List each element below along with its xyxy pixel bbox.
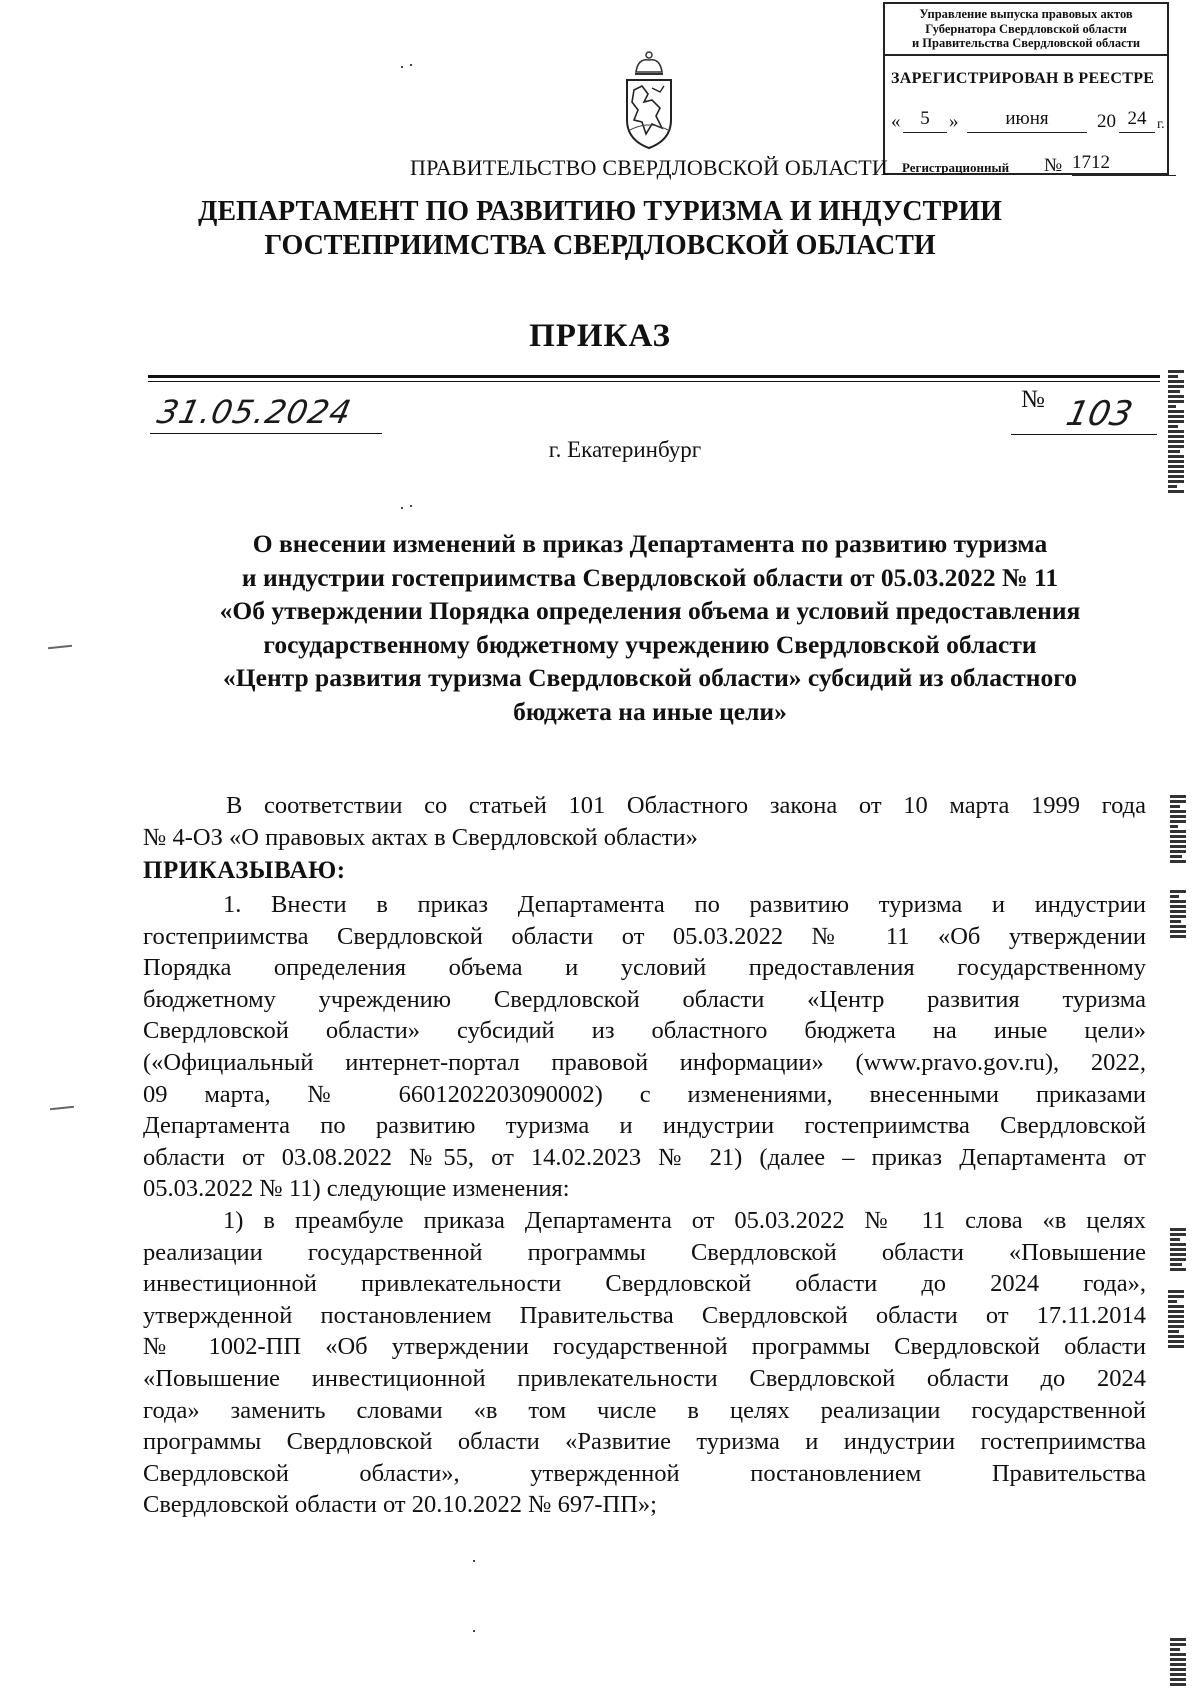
scan-edge-marks — [1170, 1228, 1186, 1273]
order-word: ПРИКАЗЫВАЮ: — [143, 857, 346, 884]
stamp-year-suffix: 24 — [1119, 108, 1155, 133]
stamp-header-line: Губернатора Свердловской области — [925, 21, 1127, 36]
item-line: 05.03.2022 № 11) следующие изменения: — [143, 1175, 570, 1203]
order-title — [150, 527, 1150, 728]
government-name: ПРАВИТЕЛЬСТВО СВЕРДЛОВСКОЙ ОБЛАСТИ — [410, 155, 888, 180]
subitem-line: инвестиционной привлекательности Свердловской области до 2024 года», — [143, 1270, 1146, 1298]
order-date — [150, 391, 382, 434]
subitem-line: Свердловской области», утвержденной постановлением Правительства — [143, 1459, 1146, 1487]
stamp-number: 1712 — [1072, 151, 1176, 176]
order-date-handwritten: 31.05.2024 — [153, 393, 356, 431]
scan-dot — [473, 1560, 475, 1562]
stamp-header-line: и Правительства Свердловской области — [911, 36, 1141, 50]
item-line: Департамента по развитию туризма и индустрии гостеприимства Свердловской — [143, 1112, 1146, 1140]
scan-edge-marks — [1170, 890, 1186, 940]
stamp-number-row — [902, 152, 1110, 176]
preamble-line: В соответствии со статьей 101 Областного закона от 10 марта 1999 года — [226, 792, 1146, 819]
subitem-line: № 1002-ПП «Об утверждении государственной программы Свердловской области — [143, 1333, 1146, 1361]
item-line: Порядка определения объема и условий предоставления государственному — [143, 954, 1146, 982]
item-1 — [143, 889, 1146, 1205]
scan-mark — [48, 645, 72, 649]
subitem-line: программы Свердловской области «Развитие туризма и индустрии гостеприимства — [143, 1428, 1146, 1456]
order-number-sign: № — [1021, 386, 1045, 413]
scan-dot — [473, 1630, 475, 1632]
stamp-registered-label: ЗАРЕГИСТРИРОВАН В РЕЕСТРЕ — [891, 70, 1155, 87]
subitem-line: «Повышение инвестиционной привлекательности Свердловской области до 2024 — [143, 1364, 1146, 1392]
scan-dot — [401, 66, 403, 68]
title-line: «Об утверждении Порядка определения объема и условий предоставления — [219, 596, 1081, 625]
stamp-day: 5 — [903, 108, 947, 133]
scan-dot — [410, 505, 412, 507]
stamp-number-label: Регистрационный — [902, 160, 1010, 175]
order-number-handwritten: 103 — [1062, 394, 1137, 434]
scan-mark — [50, 1106, 74, 1110]
subitem-line: 1) в преамбуле приказа Департамента от 05.03.2022 № 11 слова «в целях — [223, 1207, 1146, 1234]
preamble-line: № 4-ОЗ «О правовых актах в Свердловской области» — [143, 823, 698, 851]
scan-edge-marks — [1168, 1290, 1184, 1350]
title-line: «Центр развития туризма Свердловской области» субсидий из областного — [223, 663, 1077, 692]
stamp-close-quote: » — [949, 111, 959, 132]
stamp-month: июня — [967, 108, 1087, 133]
scan-edge-marks — [1168, 370, 1184, 495]
registration-stamp — [883, 2, 1169, 175]
subitem-line: утвержденной постановлением Правительства Свердловской области от 17.11.2014 — [143, 1301, 1146, 1329]
stamp-header — [885, 4, 1167, 56]
subitem-line: Свердловской области от 20.10.2022 № 697-ПП»; — [143, 1491, 657, 1519]
scan-edge-marks — [1170, 1638, 1186, 1688]
city: г. Екатеринбург — [548, 437, 702, 462]
order-number — [1011, 394, 1157, 435]
header-rule-thin — [148, 381, 1160, 382]
title-line: и индустрии гостеприимства Свердловской области от 05.03.2022 № 11 — [241, 562, 1059, 592]
department-name-line: ДЕПАРТАМЕНТ ПО РАЗВИТИЮ ТУРИЗМА И ИНДУСТРИИ — [198, 196, 1002, 227]
item-line: гостеприимства Свердловской области от 05.03.2022 № 11 «Об утверждении — [143, 922, 1146, 950]
title-line: О внесении изменений в приказ Департамента по развитию туризма — [252, 529, 1048, 558]
subitem-1 — [143, 1205, 1146, 1521]
item-line: области от 03.08.2022 №55, от 14.02.2023 № 21) (далее – приказ Департамента от — [143, 1143, 1146, 1171]
stamp-date-row — [891, 107, 1165, 133]
item-line: 09 марта, № 6601202203090002) с изменениями, внесенными приказами — [143, 1080, 1146, 1108]
scan-dot — [410, 64, 412, 66]
subitem-line: реализации государственной программы Свердловской области «Повышение — [143, 1238, 1146, 1266]
subitem-line: года» заменить словами «в том числе в целях реализации государственной — [143, 1396, 1146, 1424]
title-line: государственному бюджетному учреждению Свердловской области — [263, 629, 1037, 659]
item-line: бюджетному учреждению Свердловской области «Центр развития туризма — [143, 985, 1146, 1013]
preamble — [143, 790, 1146, 853]
scan-edge-marks — [1170, 795, 1186, 865]
document-type: ПРИКАЗ — [529, 318, 671, 354]
title-line: бюджета на иные цели» — [513, 696, 787, 726]
item-line: 1. Внести в приказ Департамента по развитию туризма и индустрии — [223, 891, 1146, 918]
scan-dot — [401, 507, 403, 509]
stamp-open-quote: « — [891, 111, 901, 132]
stamp-number-sign: № — [1044, 155, 1063, 176]
stamp-header-line: Управление выпуска правовых актов — [919, 7, 1133, 21]
stamp-year-prefix: 20 — [1097, 111, 1116, 132]
item-line: («Официальный интернет-портал правовой информации» (www.pravo.gov.ru), 2022, — [143, 1048, 1146, 1076]
item-line: Свердловской области» субсидий из областного бюджета на иные цели» — [143, 1017, 1146, 1045]
coat-of-arms-emblem — [622, 50, 676, 150]
stamp-year-unit: г. — [1157, 117, 1165, 132]
header-rule — [148, 375, 1160, 378]
department-name-line: ГОСТЕПРИИМСТВА СВЕРДЛОВСКОЙ ОБЛАСТИ — [264, 230, 936, 261]
